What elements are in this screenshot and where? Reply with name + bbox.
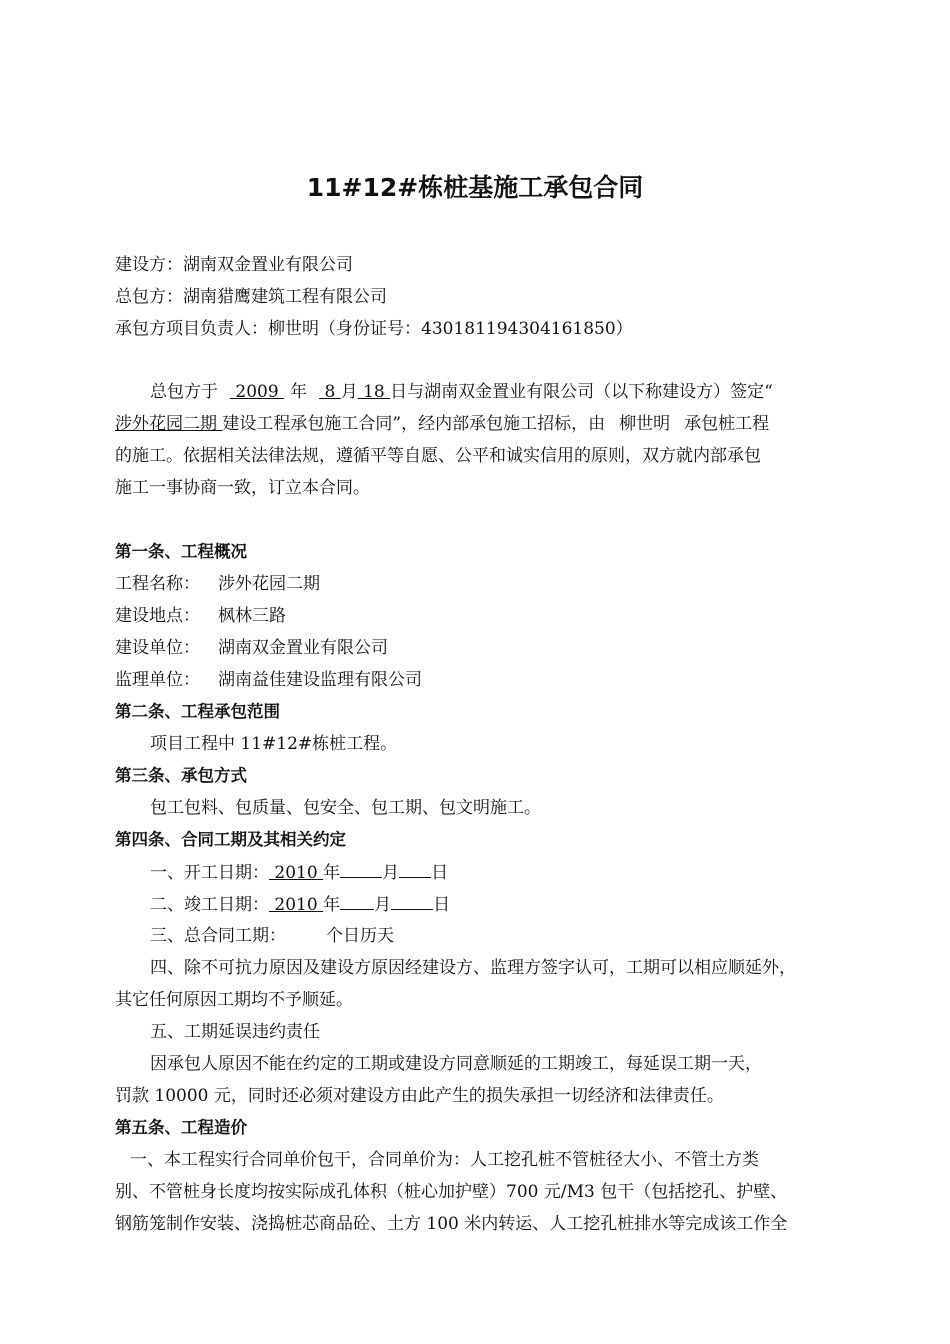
year-char: 年 (323, 863, 341, 883)
day-char: 日 (431, 863, 449, 883)
start-date-row (150, 861, 448, 884)
article-5-line-1: 一、本工程实行合同单价包干，合同单价为：人工挖孔桩不管桩径大小、不管土方类 (130, 1150, 759, 1170)
field-label: 建设单位： (115, 638, 200, 658)
preamble-line-1 (150, 381, 773, 403)
builder-unit-row (115, 637, 388, 659)
builder-party: 建设方：湖南双金置业有限公司 (115, 255, 353, 275)
article-5-line-2: 别、不管桩身长度均按实际成孔体积（桩心加护壁）700 元/M3 包干（包括挖孔、护壁、 (115, 1182, 788, 1202)
start-day-blank (399, 861, 431, 878)
document-title: 11#12#栋桩基施工承包合同 (306, 173, 644, 202)
field-value: 涉外花园二期 (218, 574, 320, 594)
preamble-line-3: 的施工。依据相关法律法规，遵循平等自愿、公平和诚实信用的原则，双方就内部承包 (115, 446, 761, 466)
sign-year: 2009 (230, 382, 285, 402)
preamble-text: 总包方于 (150, 382, 218, 402)
preamble-line-2 (115, 413, 769, 435)
start-month-blank (340, 861, 382, 878)
article-4-item-5-line-2: 罚款 10000 元，同时还必须对建设方由此产生的损失承担一切经济和法律责任。 (115, 1086, 724, 1106)
preamble-text: 承包桩工程 (684, 414, 770, 434)
article-4-item-4-line-2: 其它任何原因工期均不予顺延。 (115, 990, 353, 1010)
article-3-text: 包工包料、包质量、包安全、包工期、包文明施工。 (150, 798, 541, 818)
general-contractor-party: 总包方：湖南猎鹰建筑工程有限公司 (115, 287, 387, 307)
end-date-label: 二、竣工日期： (150, 895, 269, 915)
field-value: 枫林三路 (218, 606, 286, 626)
preamble-line-4: 施工一事协商一致，订立本合同。 (115, 478, 370, 498)
article-5-line-3: 钢筋笼制作安装、浇捣桩芯商品砼、土方 100 米内转运、人工挖孔桩排水等完成该工作全 (115, 1214, 788, 1234)
year-char: 年 (323, 895, 341, 915)
day-char: 日 (433, 895, 451, 915)
article-3-heading: 第三条、承包方式 (115, 766, 247, 785)
project-name-row (115, 573, 320, 595)
article-4-item-4-line-1: 四、除不可抗力原因及建设方原因经建设方、监理方签字认可，工期可以相应顺延外， (150, 958, 796, 978)
field-label: 监理单位： (115, 670, 200, 690)
total-period-row (150, 925, 394, 947)
start-date-label: 一、开工日期： (150, 863, 269, 883)
month-char: 月 (340, 382, 358, 402)
contractor-name: 柳世明 (619, 414, 671, 434)
end-day-blank (391, 893, 433, 910)
field-value: 湖南双金置业有限公司 (218, 638, 388, 658)
project-name: 涉外花园二期 (115, 414, 223, 434)
sign-month: 8 (319, 382, 341, 402)
sign-day: 18 (357, 382, 391, 402)
year-char: 年 (290, 382, 308, 402)
article-4-item-5: 五、工期延误违约责任 (150, 1022, 320, 1042)
month-char: 月 (382, 863, 400, 883)
preamble-text: 建设工程承包施工合同”，经内部承包施工招标，由 (222, 414, 606, 434)
supervisor-unit-row (115, 669, 422, 691)
total-period-label: 三、总合同工期： (150, 926, 286, 946)
field-value: 湖南益佳建设监理有限公司 (218, 670, 422, 690)
article-4-item-5-line-1: 因承包人原因不能在约定的工期或建设方同意顺延的工期竣工，每延误工期一天， (150, 1054, 762, 1074)
field-label: 建设地点： (115, 606, 200, 626)
article-5-heading: 第五条、工程造价 (115, 1118, 247, 1137)
article-1-heading: 第一条、工程概况 (115, 542, 247, 561)
field-label: 工程名称： (115, 574, 200, 594)
project-leader: 承包方项目负责人：柳世明（身份证号：430181194304161850） (115, 319, 633, 339)
total-period-unit: 个日历天 (326, 926, 394, 946)
end-year: 2010 (269, 895, 324, 915)
end-date-row (150, 893, 450, 916)
start-year: 2010 (269, 863, 324, 883)
article-4-heading: 第四条、合同工期及其相关约定 (115, 830, 346, 849)
location-row (115, 605, 286, 627)
month-char: 月 (374, 895, 392, 915)
article-2-heading: 第二条、工程承包范围 (115, 702, 280, 721)
article-2-text: 项目工程中 11#12#栋桩工程。 (150, 734, 398, 754)
end-month-blank (340, 893, 374, 910)
preamble-text: 日与湖南双金置业有限公司（以下称建设方）签定“ (390, 382, 773, 402)
